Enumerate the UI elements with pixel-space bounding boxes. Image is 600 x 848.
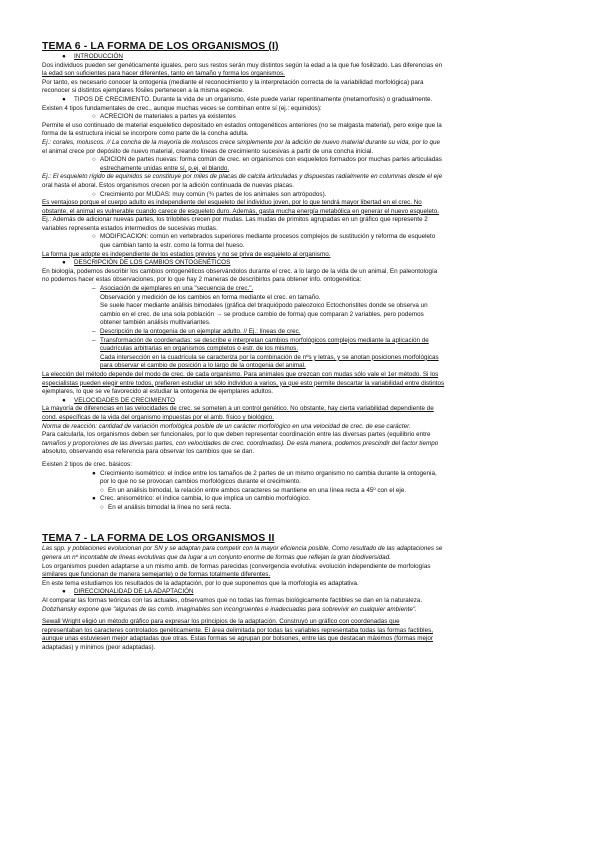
paragraph-line: aunque unas estuviesen mejor adaptadas que otras. Estas formas se agrupan por bolsones, entre las que destacan máximos (formas mejor: [42, 635, 433, 643]
paragraph-line: cond. específicas de la vida del organismo impuestas por el amb. físico y biológico.: [42, 413, 275, 421]
paragraph-line: Por tanto, es necesario conocer la ontogenia (mediante el reconocimiento y la interpretación correcta de la variabilidad morfológica) para: [42, 78, 424, 86]
paragraph-line: ejemplares, lo que se ve favorecido al estudiar la ontogenia de ejemplares adultos.: [42, 388, 274, 396]
paragraph-line: Sewall Wright eligió un método gráfico para expresar los principios de la adaptación. Construyó un gráfico con coordenadas que: [42, 618, 400, 626]
paragraph-line: similares que funcionan de manera semejante) o de formas totalmente diferentes.: [42, 571, 271, 579]
section-heading: ● DIRECCIONALIDAD DE LA ADAPTACIÓN: [62, 588, 194, 596]
section-heading: ● DESCRIPCIÓN DE LOS CAMBIOS ONTOGENÉTICOS: [62, 259, 231, 267]
paragraph-line: representaban los caracteres controlados genéticamente. El área delimitada por todas las variables representaba todas las formas factibles,: [42, 626, 433, 634]
paragraph-line: Las spp. y poblaciones evolucionan por SN y se adaptan para competir con la mayor eficiencia posible. Como resultado de las adaptaciones se: [42, 545, 443, 553]
bullet-item-continuation: estrechamente unidas entre sí, p.ej. el blando.: [100, 164, 230, 172]
paragraph-line: genera un nº incontable de líneas evolutivas que da lugar a un conjunto enorme de formas que reflejan la gran biodiversidad.: [42, 554, 391, 562]
paragraph-line: La elección del método depende del modo de crec. de cada organismo. Para animales que crezcan con mudas sólo vale el 1er método. Si los: [42, 370, 439, 378]
bullet-item-continuation: por lo que no se provocan cambios morfológicos durante el crecimiento.: [100, 478, 301, 486]
paragraph-line: Es ventajoso porque el cuerpo adulto es independiente del esqueleto del individuo joven, por lo que tendrá mayor libertad en el crec. No: [42, 199, 422, 207]
bullet-item: ○ MODIFICACIÓN: común en vertebrados superiores mediante procesos complejos de sustitución y reforma de esqueleto: [92, 233, 436, 241]
paragraph-line: Dos individuos pueden ser genéticamente iguales, pero sus restos serán muy distintos según la edad a la que fue fosilizado. Las diferencias en: [42, 61, 443, 69]
paragraph-line: Para calcularla, los organismos deben ser funcionales, por lo que deben representar coordinación entre las diversas partes (equilibrio entre: [42, 431, 431, 439]
document-page: [42, 40, 562, 653]
section-heading: ● VELOCIDADES DE CRECIMIENTO: [62, 396, 176, 404]
bullet-item: ● Crec. anisométrico: el índice cambia, lo que implica un cambio morfológico.: [92, 495, 311, 503]
chapter-title-6: TEMA 6 - LA FORMA DE LOS ORGANISMOS (I): [42, 40, 279, 52]
paragraph-line: Permite el uso continuado de material esqueletico depositado en estados ontogenéticos anteriores (no se malgasta material), pero exige que la: [42, 121, 442, 129]
dash-item-continuation: Observación y medición de los cambios en forma mediante el crec. en tamaño.: [100, 293, 321, 301]
dash-item-continuation: cambio en el crec. de una sola población → se produce cambio de forma) que comparan 2 variables, pero podemos: [100, 310, 424, 318]
paragraph-line: Existen 4 tipos fundamentales de crec., aunque muchas veces se combinan entre sí (ej.: equinidos):: [42, 104, 322, 112]
paragraph-line: La forma que adopte es independiente de los estadios previos y no se priva de esqueleto al organismo.: [42, 250, 331, 258]
paragraph-line: Al comparar las formas teóricas con las actuales, observamos que no todas las formas biológicamente factibles se dan en la naturaleza.: [42, 597, 423, 605]
bullet-item-continuation: ○ En el análisis bimodal la línea no será recta.: [100, 503, 232, 511]
paragraph-line: el animal crece por depósito de nuevo material, creando líneas de crecimiento sucesivas a partir de una concha inicial.: [42, 147, 374, 155]
paragraph-line: Dobzhansky expone que "algunas de las comb. imaginables son incongruentes e inadecuadas para sobrevivir en cualquier ambiente".: [42, 605, 417, 613]
bullet-item: ● Crecimiento isométrico: el índice entre los tamaños de 2 partes de un mismo organismo no cambia durante la ontogenia,: [92, 469, 437, 477]
paragraph-line: En biología, podemos describir los cambios ontogenéticos observándolos durante el crec. a lo largo de la vida de un animal. En paleontología: [42, 267, 438, 275]
paragraph-line: oral hasta el aboral. Estos organismos crecen por la adición continuada de nuevas placas.: [42, 181, 295, 189]
bullet-item-continuation: ○ En un análisis bimodal, la relación entre ambos caracteres se mantiene en una línea recta a 45º con el eje.: [100, 486, 407, 494]
paragraph-line: Ej.: El esqueleto rígido de equinidos se constituye por miles de placas de calcita articuladas y dispuestas radialmente en columnas desde el eje: [42, 173, 443, 181]
paragraph-line: adaptadas) y mínimos (peor adaptadas).: [42, 644, 156, 651]
paragraph-line: Existen 2 tipos de crec. básicos:: [42, 460, 132, 468]
bullet-item: ○ ADICIÓN de partes nuevas: forma común de crec. en organismos con esqueletos formados por muchas partes articuladas: [92, 156, 442, 164]
paragraph-line: variables representa estados intermedios de sucesivas mudas.: [42, 224, 218, 232]
paragraph-line: la edad son suficientes para hacer diferentes, tanto en tamaño y forma los organismos.: [42, 70, 285, 78]
paragraph-line: En este tema estudiamos los resultados de la adaptación, por lo que suponemos que la morfología es adaptativa.: [42, 579, 359, 587]
bullet-item-continuation: que cambian tanto la estr. como la forma del hueso.: [100, 242, 245, 250]
paragraph-line: absoluto, observando esa referencia para observar los cambios que se dan.: [42, 448, 255, 456]
bullet-item: ○ ACRECIÓN de materiales a partes ya existentes: [92, 113, 236, 121]
paragraph-line: forma de la estructura inicial se incorpore como parte de la concha adulta.: [42, 130, 249, 138]
paragraph-line: Los organismos pueden adaptarse a un mismo amb. de formas parecidas (convergencia evolutiva: evolución independiente de morfologías: [42, 562, 431, 570]
dash-item: – Transformación de coordenadas: se describe e interpretan cambios morfológicos complejos mediante la aplicación de: [92, 336, 429, 344]
dash-item-continuation: cuadrículas arbitrarias en organismos completos o estr. de los mismos.: [100, 345, 299, 353]
dash-item-continuation: Se suele hacer mediante análisis bimodales (gráfica del braquiópodo paleozoico Ectochoristites donde se observa un: [100, 302, 428, 310]
paragraph-line: tamaños y proporciones de las diversas partes, con velocidades de crec. coordinadas). De esta manera, podemos prescindir del factor tiempo: [42, 439, 439, 447]
paragraph-line: Norma de reacción: cantidad de variación morfológica posible de un carácter morfológico en una velocidad de crec. de ese carácter.: [42, 422, 411, 430]
dash-item-continuation: para observar el cambio de posición a lo largo de la ontogenia del animal.: [100, 362, 306, 370]
section-heading: ● TIPOS DE CRECIMIENTO. Durante la vida de un organismo, éste puede variar repentinamente (metamorfosis) o gradualmente.: [62, 95, 433, 103]
paragraph-line: Ej.: Además de adicionar nuevas partes, los trilobites crecen por mudas. Las mudas de primitos agrupadas en un gráfico que represente 2: [42, 216, 428, 224]
dash-item: – Asociación de ejemplares en una "secuencia de crec.".: [92, 285, 254, 293]
paragraph-line: no podemos hacer estas observaciones, por lo que hay 2 maneras de describirlos para obtener info. ontogenética:: [42, 276, 362, 284]
dash-item-continuation: Cada intersección en la cuadrícula se caracteriza por la combinación de nºs y letras, y se anotan posiciones morfológicas: [100, 353, 439, 361]
paragraph-line: especialistas pueden elegir entre todos, prefieren estudiar un sólo individuo a varios, ya que esto permite descartar la variabilidad entre distintos: [42, 379, 445, 387]
dash-item-continuation: obtener también análisis multivariantes.: [100, 319, 211, 327]
dash-item: – Descripción de la ontogenia de un ejemplar adulto. // Ej.: líneas de crec.: [92, 328, 301, 335]
paragraph-line: reconocer si distintos ejemplares fósiles pertenecen a la misma especie.: [42, 87, 244, 95]
paragraph-line: obstante, el animal es vulnerable cuando carece de esqueleto duro. Además, gasta mucha energía metabólica en generar el nuevo esqueleto.: [42, 207, 439, 215]
paragraph-line: Ej.: corales, moluscos. // La concha de la mayoría de moluscos crece simplemente por la adición de nuevo material durante su vida, por lo que: [42, 138, 440, 146]
section-heading: ● INTRODUCCIÓN: [62, 53, 123, 60]
bullet-item: ○ Crecimiento por MUDAS: muy común (¾ partes de los animales son artrópodos).: [92, 190, 327, 198]
chapter-title-7: TEMA 7 - LA FORMA DE LOS ORGANISMOS II: [42, 532, 275, 545]
paragraph-line: La mayoría de diferencias en las velocidades de crec. se someten a un control genético. No obstante, hay cierta variabilidad dependiente de: [42, 405, 434, 413]
